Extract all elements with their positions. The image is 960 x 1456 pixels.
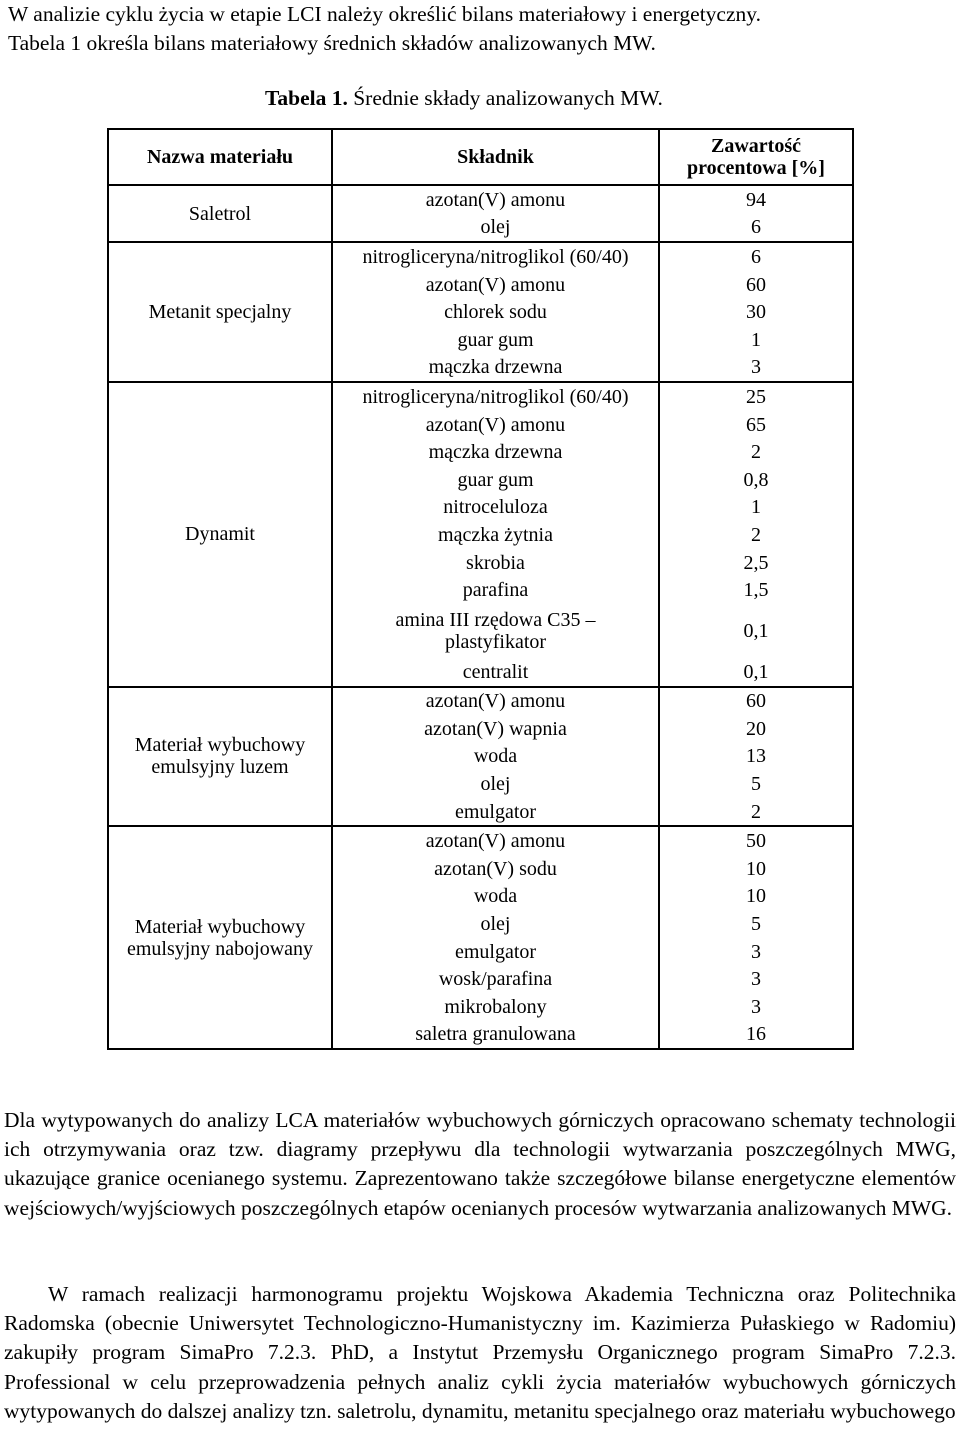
component-cell: olej [332, 910, 659, 938]
content-value-cell: 65 [659, 411, 853, 439]
content-value-cell: 1 [659, 326, 853, 354]
material-name-cell: Materiał wybuchowy emulsyjny nabojowany [108, 826, 332, 1049]
component-cell: chlorek sodu [332, 298, 659, 326]
component-cell: azotan(V) sodu [332, 855, 659, 883]
content-value-cell: 5 [659, 910, 853, 938]
content-value-cell: 6 [659, 214, 853, 243]
material-name-cell: Metanit specjalny [108, 242, 332, 382]
component-cell: nitrogliceryna/nitroglikol (60/40) [332, 382, 659, 411]
component-cell: centralit [332, 658, 659, 687]
intro-line-1: W analizie cyklu życia w etapie LCI należy określić bilans materiałowy i energetyczny. [8, 2, 761, 26]
content-value-cell: 2,5 [659, 549, 853, 577]
content-value-cell: 10 [659, 855, 853, 883]
content-value-cell: 94 [659, 185, 853, 214]
paragraph-1 [0, 1106, 960, 1223]
component-cell: mączka drzewna [332, 354, 659, 383]
content-value-cell: 13 [659, 743, 853, 771]
component-cell: azotan(V) amonu [332, 271, 659, 299]
table-caption [265, 84, 663, 112]
header-component: Składnik [332, 129, 659, 185]
component-cell: amina III rzędowa C35 – plastyfikator [332, 604, 659, 658]
content-value-cell: 30 [659, 298, 853, 326]
component-cell: saletra granulowana [332, 1021, 659, 1050]
content-value-cell: 50 [659, 826, 853, 855]
content-value-cell: 20 [659, 715, 853, 743]
content-value-cell: 1,5 [659, 576, 853, 604]
content-value-cell: 3 [659, 938, 853, 966]
content-value-cell: 60 [659, 687, 853, 716]
table-caption-title: Średnie składy analizowanych MW. [347, 86, 663, 110]
component-cell: olej [332, 770, 659, 798]
table-row [108, 826, 853, 855]
content-value-cell: 2 [659, 521, 853, 549]
paragraph-2 [0, 1280, 960, 1426]
component-cell: emulgator [332, 938, 659, 966]
paragraph-2-text: W ramach realizacji harmonogramu projektu Wojskowa Akademia Techniczna oraz Politechnika Radomska (obecnie Uniwersytet Technologiczno-Humanistyczny im. Kazimierza Pułaskiego w Radomiu) zakupiły program SimaPro 7.2.3. PhD, a Instytut Przemysłu Organicznego program SimaPro 7.2.3. Professional w celu przeprowadzenia pełnych analiz cykli życia materiałów wybuchowych górniczych wytypowanych do dalszej analizy tzn. saletrolu, dynamitu, metanitu specjalnego oraz materiału wybuchowego [4, 1282, 956, 1423]
material-name-cell: Saletrol [108, 185, 332, 242]
content-value-cell: 10 [659, 883, 853, 911]
table-row [108, 185, 853, 214]
composition-table [107, 128, 854, 1050]
content-value-cell: 1 [659, 494, 853, 522]
component-cell: azotan(V) wapnia [332, 715, 659, 743]
content-value-cell: 6 [659, 242, 853, 271]
component-cell: guar gum [332, 326, 659, 354]
component-cell: azotan(V) amonu [332, 687, 659, 716]
component-cell: mączka żytnia [332, 521, 659, 549]
content-value-cell: 60 [659, 271, 853, 299]
component-cell: parafina [332, 576, 659, 604]
component-cell: mączka drzewna [332, 438, 659, 466]
component-cell: azotan(V) amonu [332, 826, 659, 855]
component-cell: guar gum [332, 466, 659, 494]
content-value-cell: 0,1 [659, 658, 853, 687]
component-cell: nitroceluloza [332, 494, 659, 522]
table-row [108, 687, 853, 716]
content-value-cell: 3 [659, 354, 853, 383]
header-material: Nazwa materiału [108, 129, 332, 185]
component-cell: woda [332, 743, 659, 771]
content-value-cell: 3 [659, 993, 853, 1021]
component-cell: emulgator [332, 798, 659, 827]
material-name-cell: Materiał wybuchowy emulsyjny luzem [108, 687, 332, 827]
component-cell: olej [332, 214, 659, 243]
intro-line-2: Tabela 1 określa bilans materiałowy średnich składów analizowanych MW. [8, 31, 656, 55]
table-header-row [108, 129, 853, 185]
content-value-cell: 0,1 [659, 604, 853, 658]
table-row [108, 242, 853, 271]
table-caption-label: Tabela 1. [265, 86, 348, 110]
content-value-cell: 2 [659, 798, 853, 827]
intro-text [0, 0, 960, 58]
table-body [108, 185, 853, 1049]
component-cell: wosk/parafina [332, 965, 659, 993]
content-value-cell: 0,8 [659, 466, 853, 494]
header-content: Zawartość procentowa [%] [659, 129, 853, 185]
component-cell: nitrogliceryna/nitroglikol (60/40) [332, 242, 659, 271]
paragraph-1-text: Dla wytypowanych do analizy LCA materiałów wybuchowych górniczych opracowano schematy technologii ich otrzymywania oraz tzw. diagramy przepływu dla technologii wytwarzania poszczególnych MWG, ukazujące granice ocenianego systemu. Zaprezentowano także szczegółowe bilanse energetyczne elementów wejściowych/wyjściowych poszczególnych etapów ocenianych procesów wytwarzania analizowanych MWG. [4, 1108, 956, 1220]
component-cell: azotan(V) amonu [332, 185, 659, 214]
content-value-cell: 3 [659, 965, 853, 993]
material-name-cell: Dynamit [108, 382, 332, 686]
component-cell: woda [332, 883, 659, 911]
content-value-cell: 5 [659, 770, 853, 798]
component-cell: azotan(V) amonu [332, 411, 659, 439]
component-cell: mikrobalony [332, 993, 659, 1021]
table-row [108, 382, 853, 411]
content-value-cell: 16 [659, 1021, 853, 1050]
component-cell: skrobia [332, 549, 659, 577]
content-value-cell: 2 [659, 438, 853, 466]
content-value-cell: 25 [659, 382, 853, 411]
